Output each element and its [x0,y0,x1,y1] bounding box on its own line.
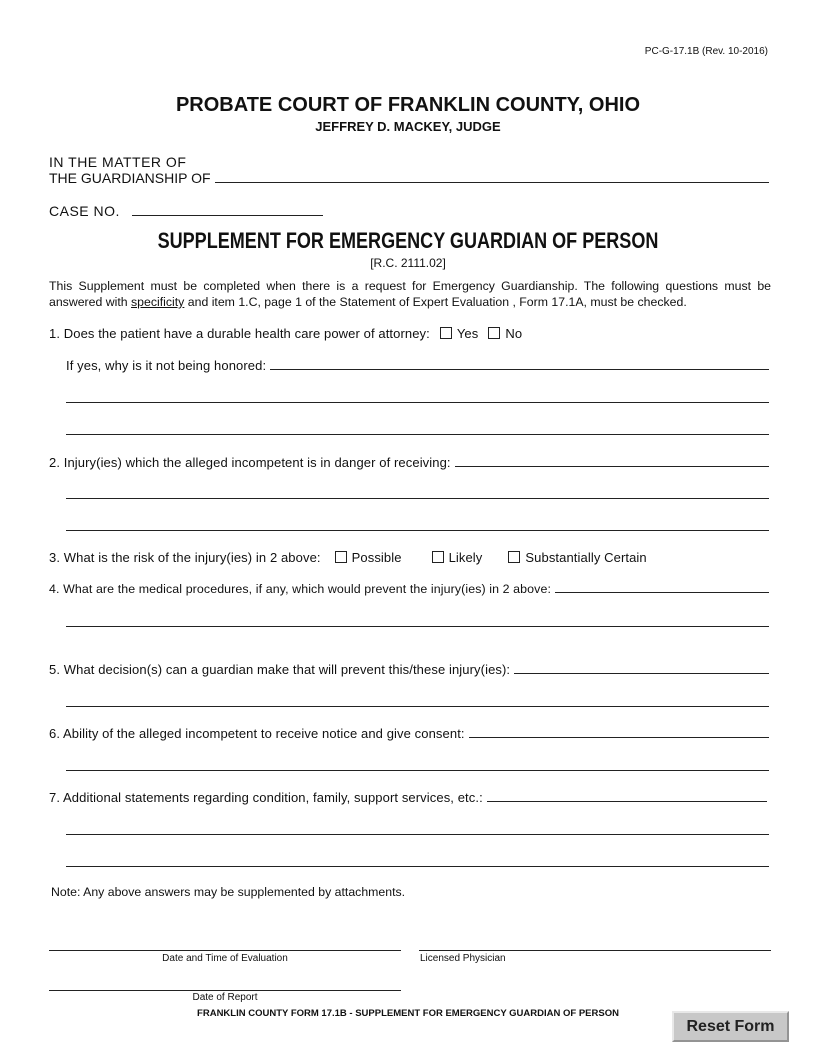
answer-line[interactable] [469,736,769,738]
q1-no-option[interactable] [488,326,522,341]
case-row [49,203,323,219]
option-label: Yes [456,326,479,341]
guardianship-label: THE GUARDIANSHIP OF [49,170,211,186]
date-of-report-line[interactable] [49,990,401,991]
answer-line[interactable] [66,626,769,627]
intro-text: This Supplement must be completed when there is a request for Emergency Guardianship. The following questions must be answered with [49,279,771,309]
answer-line[interactable] [66,770,769,771]
question-5-text: 5. What decision(s) can a guardian make that will prevent this/these injury(ies): [49,662,511,677]
checkbox[interactable] [335,551,347,563]
option-label: Substantially Certain [525,550,647,565]
question-2 [49,455,769,470]
checkbox[interactable] [432,551,444,563]
answer-line[interactable] [66,530,769,531]
date-time-signature-line[interactable] [49,950,401,951]
option-label: Possible [351,550,402,565]
answer-line[interactable] [514,672,769,674]
answer-line[interactable] [555,591,769,593]
answer-line[interactable] [66,866,769,867]
q3-option-substantially-certain[interactable] [508,550,646,565]
question-3 [49,550,647,565]
matter-label: IN THE MATTER OF [49,154,187,170]
checkbox[interactable] [488,327,500,339]
question-4 [49,582,769,596]
checkbox[interactable] [508,551,520,563]
question-7 [49,790,767,805]
intro-paragraph [49,278,771,310]
intro-underlined: specificity [131,295,185,309]
form-id: PC-G-17.1B (Rev. 10-2016) [644,46,768,57]
option-label: Likely [448,550,483,565]
note: Note: Any above answers may be supplemented by attachments. [51,885,406,899]
question-1 [49,326,522,341]
q1-followup-text: If yes, why is it not being honored: [66,358,267,373]
physician-label: Licensed Physician [420,953,506,964]
answer-line[interactable] [66,706,769,707]
checkbox[interactable] [440,327,452,339]
case-no-label: CASE NO. [49,203,120,219]
question-3-text: 3. What is the risk of the injury(ies) in 2 above: [49,550,321,565]
question-5 [49,662,769,677]
date-of-report-label: Date of Report [192,992,258,1003]
date-time-label: Date and Time of Evaluation [162,953,288,964]
footer: FRANKLIN COUNTY FORM 17.1B - SUPPLEMENT FOR EMERGENCY GUARDIAN OF PERSON [197,1008,619,1019]
question-2-text: 2. Injury(ies) which the alleged incompetent is in danger of receiving: [49,455,451,470]
reset-form-button[interactable]: Reset Form [672,1011,789,1042]
intro-text-end: and item 1.C, page 1 of the Statement of Expert Evaluation , Form 17.1A, must be checked. [184,295,687,309]
q1-yes-option[interactable] [440,326,479,341]
statute-ref: [R.C. 2111.02] [370,256,446,270]
case-no-field[interactable] [132,214,323,216]
q1-followup-row [66,358,769,373]
answer-line[interactable] [66,834,769,835]
answer-line[interactable] [66,434,769,435]
form-title: SUPPLEMENT FOR EMERGENCY GUARDIAN OF PERSON [157,228,659,253]
guardianship-name-field[interactable] [215,181,769,183]
guardianship-row [49,170,769,186]
q3-option-likely[interactable] [432,550,483,565]
option-label: No [505,326,523,341]
answer-line[interactable] [487,800,767,802]
judge-name: JEFFREY D. MACKEY, JUDGE [315,119,501,134]
court-name: PROBATE COURT OF FRANKLIN COUNTY, OHIO [175,94,641,116]
question-7-text: 7. Additional statements regarding condition, family, support services, etc.: [49,790,483,805]
answer-line[interactable] [66,498,769,499]
q3-option-possible[interactable] [335,550,402,565]
question-4-text: 4. What are the medical procedures, if any, which would prevent the injury(ies) in 2 above: [49,582,551,596]
answer-line[interactable] [270,368,769,370]
question-6-text: 6. Ability of the alleged incompetent to receive notice and give consent: [49,726,465,741]
answer-line[interactable] [66,402,769,403]
question-6 [49,726,769,741]
question-1-text: 1. Does the patient have a durable health care power of attorney: [49,326,430,341]
answer-line[interactable] [455,465,769,467]
physician-signature-line[interactable] [419,950,771,951]
